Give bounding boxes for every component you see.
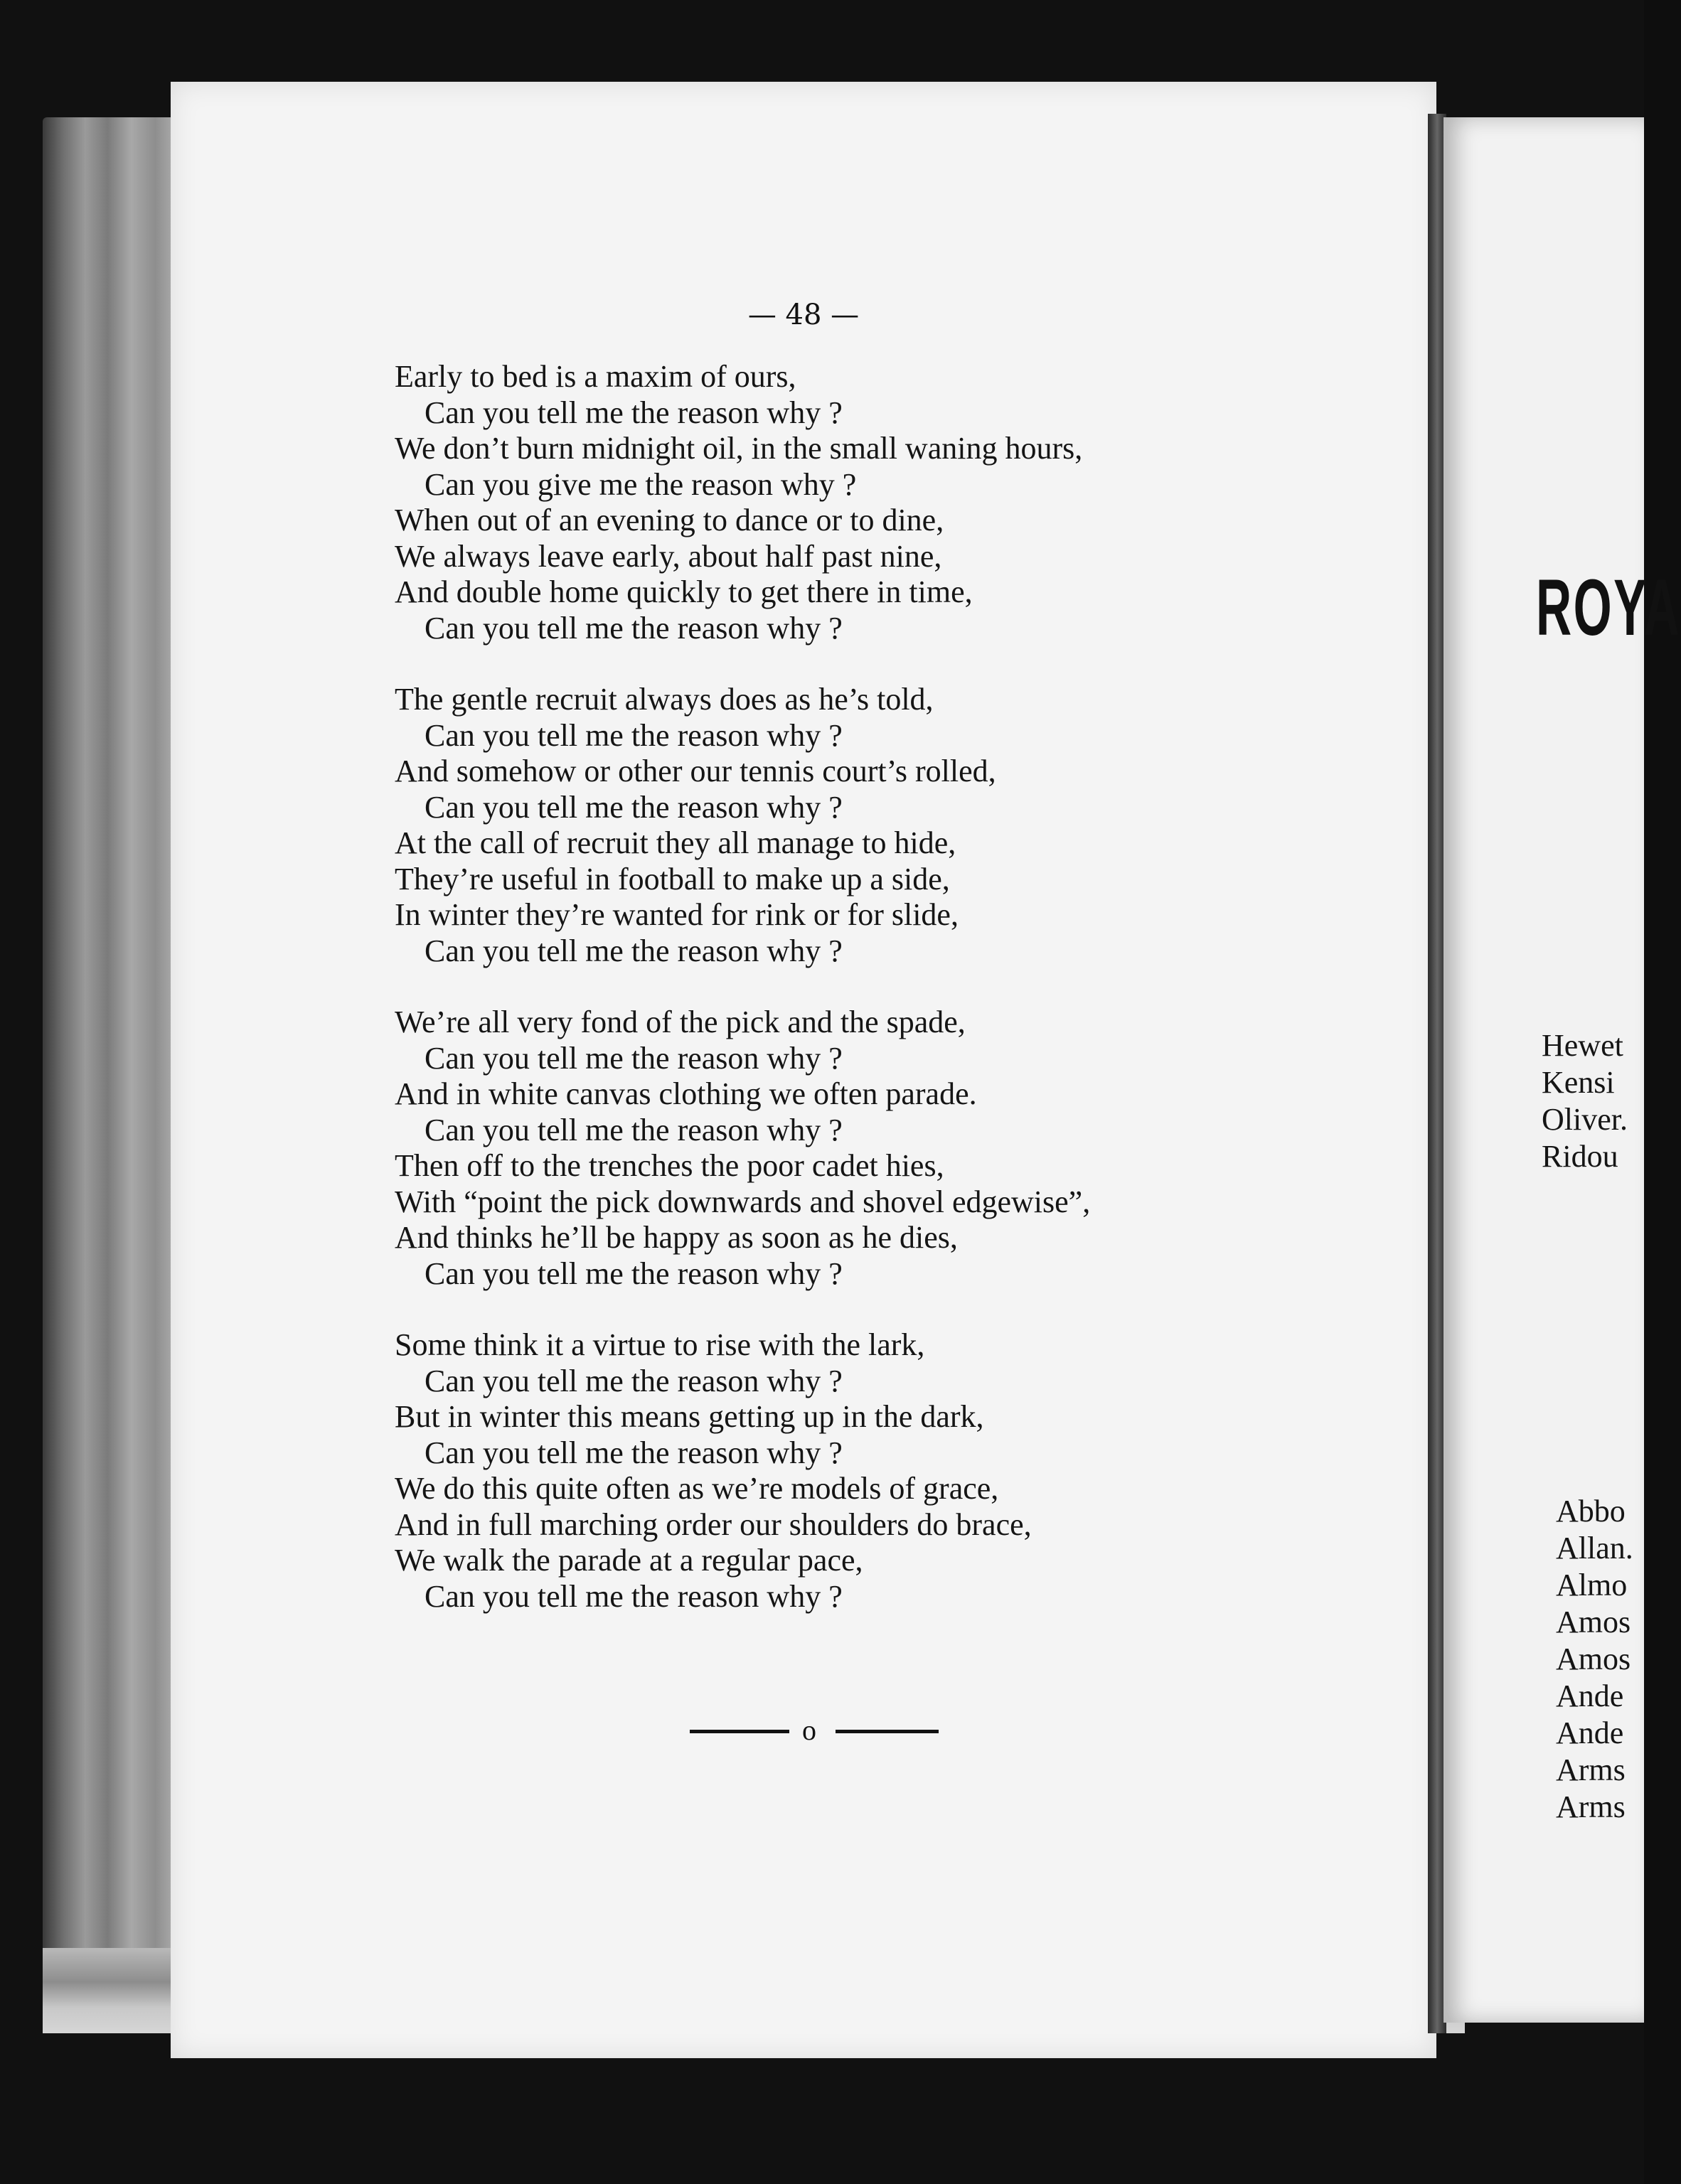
poem-line: At the call of recruit they all manage to hide, (395, 825, 956, 860)
stanza (395, 1327, 1305, 1615)
poem-line: Can you tell me the reason why ? (425, 1578, 843, 1614)
poem-line: Can you tell me the reason why ? (425, 610, 843, 646)
facing-name: Allan. (1556, 1531, 1633, 1565)
poem-line: We’re all very fond of the pick and the spade, (395, 1005, 966, 1039)
ornament-mark: o (802, 1714, 816, 1746)
poem-line: Can you tell me the reason why ? (425, 717, 843, 753)
poem-line: Early to bed is a maxim of ours, (395, 359, 796, 394)
facing-name: Amos (1556, 1605, 1631, 1639)
facing-name: Hewet (1542, 1028, 1623, 1063)
poem-body (395, 359, 1305, 1650)
poem-line: And thinks he’ll be happy as soon as he dies, (395, 1220, 958, 1255)
end-ornament (690, 1713, 939, 1749)
poem-line: And somehow or other our tennis court’s rolled, (395, 754, 996, 788)
poem-line: We don’t burn midnight oil, in the small waning hours, (395, 431, 1083, 466)
ornament-rule-right (836, 1730, 939, 1733)
poem-line: Can you tell me the reason why ? (425, 933, 843, 968)
poem-line: Some think it a virtue to rise with the lark, (395, 1327, 925, 1362)
facing-name: Ande (1556, 1679, 1624, 1713)
facing-name: Arms (1556, 1789, 1626, 1824)
facing-name: Almo (1556, 1568, 1628, 1602)
stanza (395, 359, 1305, 646)
poem-line: And in full marching order our shoulders do brace, (395, 1506, 1032, 1542)
poem-line: Can you tell me the reason why ? (425, 789, 843, 825)
poem-line: Can you tell me the reason why ? (425, 1040, 843, 1076)
poem-line: We always leave early, about half past nine, (395, 538, 942, 574)
stanza (395, 1005, 1305, 1292)
poem-line: When out of an evening to dance or to dine, (395, 503, 944, 537)
poem-line: With “point the pick downwards and shovel edgewise”, (395, 1184, 1091, 1219)
facing-name: Ande (1556, 1715, 1624, 1750)
facing-name: Amos (1556, 1642, 1631, 1676)
poem-line: But in winter this means getting up in the dark, (395, 1399, 984, 1434)
poem-line: Can you give me the reason why ? (425, 466, 857, 502)
poem-line: They’re useful in football to make up a side, (395, 861, 950, 896)
poem-line: We walk the parade at a regular pace, (395, 1543, 863, 1578)
poem-line: Can you tell me the reason why ? (425, 1363, 843, 1398)
facing-name: Ridou (1542, 1139, 1618, 1174)
page-number: — 48 — (747, 299, 860, 331)
facing-page-names-bottom (1556, 1493, 1633, 1826)
ornament-rule-left (690, 1730, 789, 1733)
poem-line: And in white canvas clothing we often parade. (395, 1076, 977, 1111)
poem-line: In winter they’re wanted for rink or for slide, (395, 897, 959, 932)
poem-line: Can you tell me the reason why ? (425, 1256, 843, 1291)
facing-name: Arms (1556, 1752, 1626, 1787)
facing-name: Abbo (1556, 1494, 1626, 1529)
poem-line: Can you tell me the reason why ? (425, 395, 843, 430)
facing-page-names-top (1542, 1027, 1628, 1175)
poem-line: Then off to the trenches the poor cadet hies, (395, 1148, 944, 1183)
facing-name: Kensi (1542, 1065, 1615, 1100)
stanza (395, 682, 1305, 969)
poem-line: And double home quickly to get there in time, (395, 574, 973, 609)
facing-page-title: ROYA (1536, 563, 1681, 652)
poem-line: Can you tell me the reason why ? (425, 1112, 843, 1147)
poem-line: The gentle recruit always does as he’s told, (395, 682, 934, 717)
poem-line: Can you tell me the reason why ? (425, 1435, 843, 1470)
poem-line: We do this quite often as we’re models of grace, (395, 1471, 999, 1506)
facing-name: Oliver. (1542, 1102, 1628, 1137)
